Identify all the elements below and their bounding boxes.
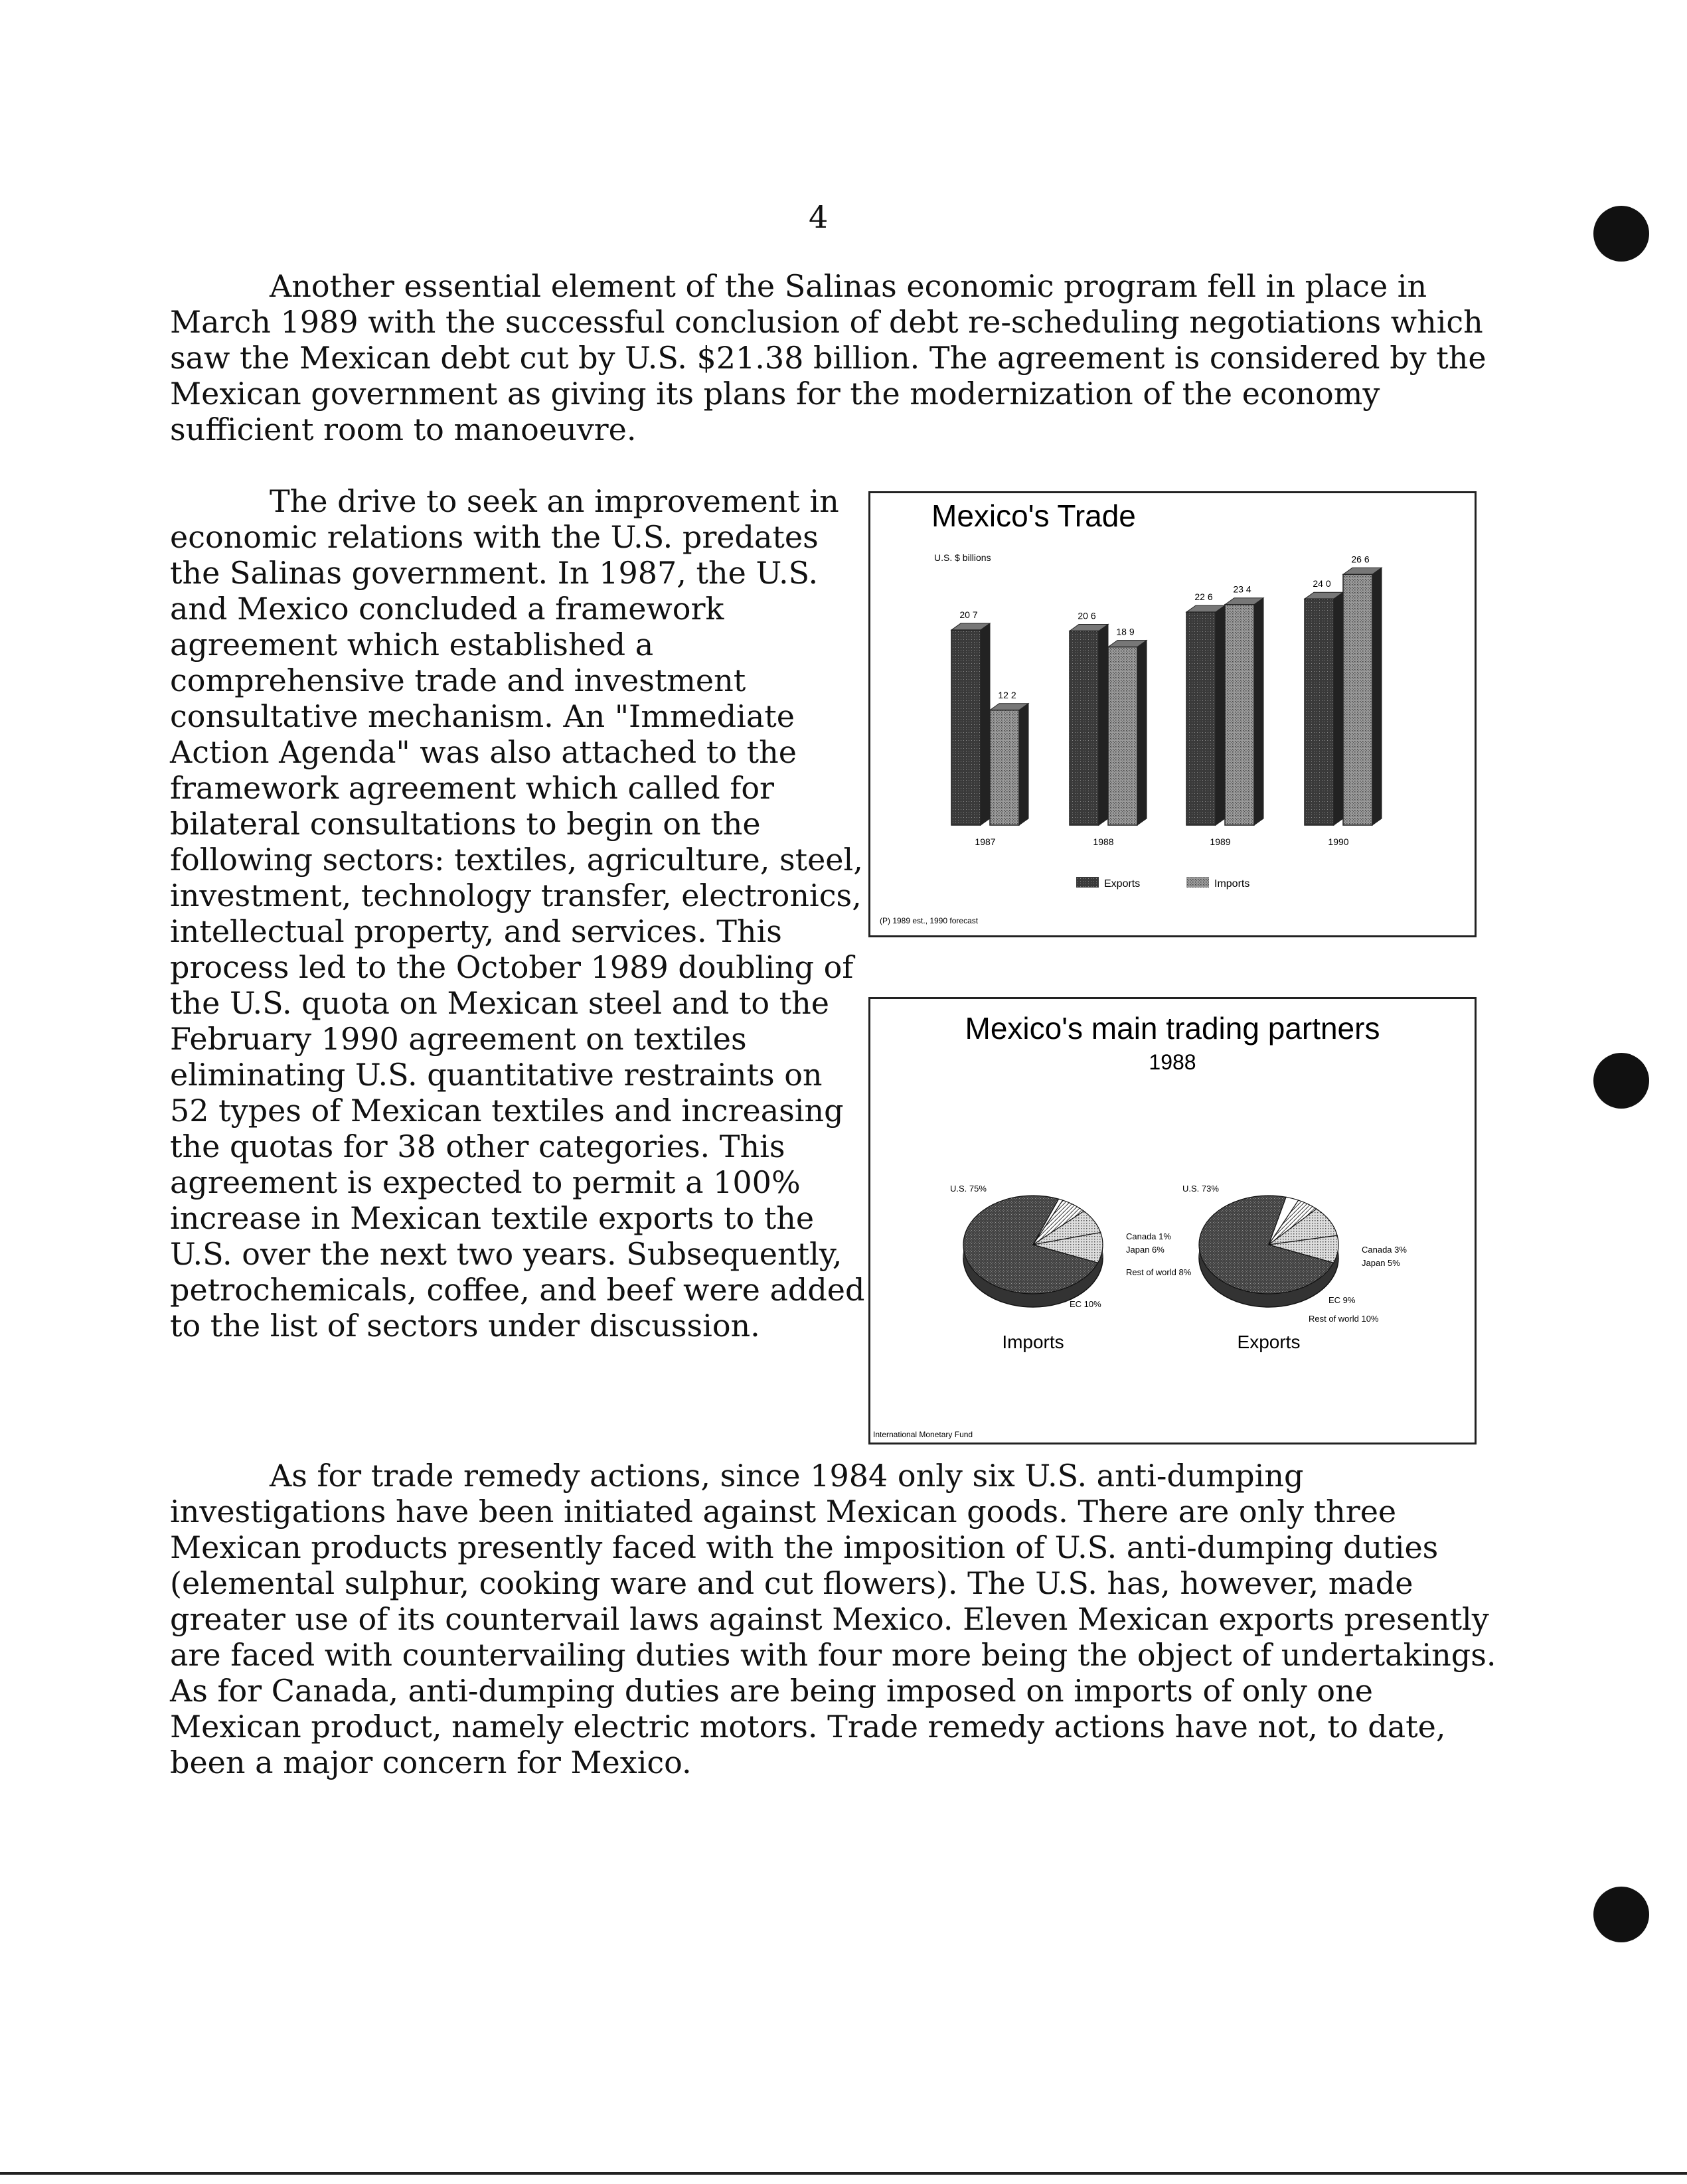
paragraph-trade-remedy [170,1458,1498,1780]
bar-exports-1990 [1305,599,1334,825]
bar-label-imports-1989: 23 4 [1233,584,1251,595]
chart-footnote: International Monetary Fund [873,1430,973,1439]
bar-exports-1987 [951,630,981,825]
pie-label-exports-rest-of-world: Rest of world 10% [1309,1314,1379,1324]
bar-side-exports-1990 [1334,592,1343,825]
legend-label-exports: Exports [1104,878,1141,890]
legend-label-imports: Imports [1214,878,1250,890]
chart-title: Mexico's main trading partners [965,1011,1380,1046]
pie-label-exports-ec: EC 9% [1328,1295,1356,1305]
binder-hole-bottom [1593,1887,1649,1942]
paragraph-text: The drive to seek an improvement in economic relations with the U.S. predates the Salinas government. In 1987, the U.S. and Mexico concluded a framework agreement which established a comprehensive trade and investment consultative mechanism. An "Immediate Action Agenda" was also attached to the framework agreement which called for bilateral consultations to begin on the following sectors: textiles, agriculture, steel, investment, technology transfer, electronics, intellectual property, and services. This process led to the October 1989 doubling of the U.S. quota on Mexican steel and to the February 1990 agreement on textiles eliminating U.S. quantitative restraints on 52 types of Mexican textiles and increasing the quotas for 38 other categories. This agreement is expected to permit a 100% increase in Mexican textile exports to the U.S. over the next two years. Subsequently, petrochemicals, coffee, and beef were added to the list of sectors under discussion. [170,483,865,1344]
mexico-trade-chart [868,491,1477,937]
paragraph-text: Another essential element of the Salinas economic program fell in place in March 1989 with the successful conclusion of debt re-scheduling negotiations which saw the Mexican debt cut by U.S. $21.38 billion. The agreement is considered by the Mexican government as giving its plans for the modernization of the economy sufficient room to manoeuvre. [170,268,1486,447]
chart-subtitle: 1988 [1149,1050,1196,1074]
bar-imports-1989 [1225,605,1254,825]
trading-partners-svg [870,999,1475,1443]
x-tick-1990: 1990 [1328,836,1349,847]
pie-label-imports-canada: Canada 1% [1126,1231,1171,1241]
legend-swatch-exports [1076,877,1099,888]
chart-ylabel: U.S. $ billions [934,552,991,563]
paragraph-text: As for trade remedy actions, since 1984 only six U.S. anti-dumping investigations have been initiated against Mexican goods. There are only three Mexican products presently faced with the imposition of U.S. anti-dumping duties (elemental sulphur, cooking ware and cut flowers). The U.S. has, however, made greater use of its countervail laws against Mexico. Eleven Mexican exports presently are faced with countervailing duties with four more being the object of undertakings. As for Canada, anti-dumping duties are being imposed on imports of only one Mexican product, namely electric motors. Trade remedy actions have not, to date, been a major concern for Mexico. [170,1458,1496,1780]
bar-exports-1988 [1070,631,1099,825]
bar-label-exports-1988: 20 6 [1078,610,1096,621]
bar-imports-1990 [1343,574,1372,825]
bar-side-exports-1988 [1099,624,1108,825]
trading-partners-chart [868,997,1477,1444]
pie-label-exports-u-s: U.S. 73% [1182,1184,1219,1194]
legend-swatch-imports [1186,877,1209,888]
x-tick-1988: 1988 [1093,836,1114,847]
binder-hole-top [1593,206,1649,262]
chart-title: Mexico's Trade [931,499,1136,533]
paragraph-debt-rescheduling [170,268,1498,447]
mexico-trade-svg [870,493,1475,935]
bar-side-imports-1989 [1254,598,1263,825]
chart-legend [1076,877,1249,890]
pie-label-imports-japan: Japan 6% [1126,1245,1165,1255]
x-tick-1989: 1989 [1210,836,1231,847]
pie-group [950,1184,1407,1352]
pie-label-exports-japan: Japan 5% [1362,1258,1400,1268]
bar-side-imports-1988 [1137,641,1147,825]
bar-side-exports-1989 [1216,605,1225,825]
pie-name-exports: Exports [1237,1332,1301,1352]
bar-side-imports-1987 [1019,704,1028,825]
bottom-rule [0,2172,1687,2175]
bar-label-exports-1989: 22 6 [1194,591,1213,603]
bar-label-imports-1988: 18 9 [1116,626,1135,637]
paragraph-us-relations [170,483,867,1344]
bar-imports-1987 [990,710,1019,825]
bar-side-imports-1990 [1372,568,1382,825]
pie-label-imports-u-s: U.S. 75% [950,1184,987,1194]
pie-label-imports-rest-of-world: Rest of world 8% [1126,1267,1192,1277]
binder-hole-middle [1593,1053,1649,1109]
bar-label-imports-1990: 26 6 [1351,554,1370,565]
bar-label-exports-1990: 24 0 [1313,578,1331,589]
pie-label-exports-canada: Canada 3% [1362,1245,1407,1255]
bar-label-imports-1987: 12 2 [998,689,1016,700]
bar-exports-1989 [1186,612,1216,825]
x-tick-1987: 1987 [975,836,996,847]
pie-name-imports: Imports [1002,1332,1064,1352]
bar-label-exports-1987: 20 7 [959,609,978,621]
pie-label-imports-ec: EC 10% [1070,1299,1101,1309]
bar-side-exports-1987 [981,623,990,825]
bar-group [951,554,1382,847]
bar-imports-1988 [1108,647,1137,825]
chart-footnote: (P) 1989 est., 1990 forecast [880,916,979,925]
page-number: 4 [809,199,829,235]
